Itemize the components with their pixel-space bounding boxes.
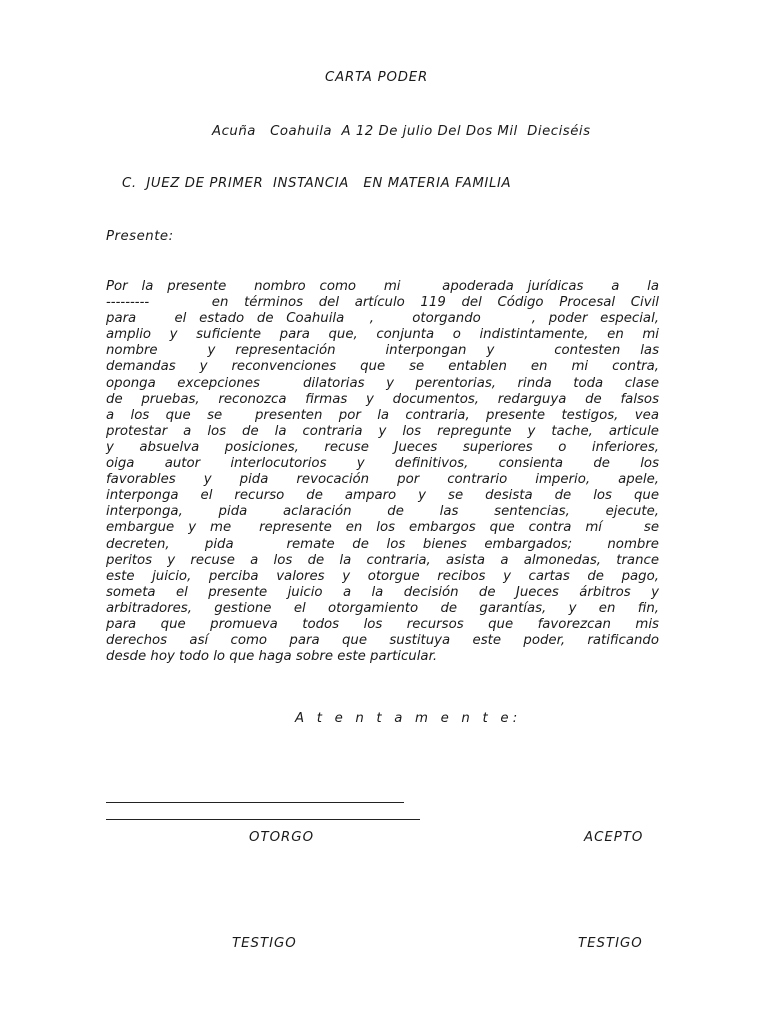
body-line: de pruebas, reconozca firmas y documentos, redarguya de falsos: [106, 391, 659, 407]
closing: A t e n t a m e n t e:: [295, 711, 522, 726]
body-line: oponga excepciones dilatorias y perentorias, rinda toda clase: [106, 375, 659, 391]
label-testigo: TESTIGO: [232, 936, 297, 951]
body-line: oiga autor interlocutorios y definitivos, consienta de los: [106, 456, 659, 472]
body-line: demandas y reconvenciones que se entablen en mi contra,: [106, 359, 659, 375]
document-title: CARTA PODER: [325, 70, 429, 85]
greeting: Presente:: [106, 229, 174, 244]
body-line: nombre y representación interpongan y contesten las: [106, 343, 659, 359]
signature-line: [106, 802, 404, 803]
body-line: interponga, pida aclaración de las sentencias, ejecute,: [106, 504, 659, 520]
place-and-date: Acuña Coahuila A 12 De julio Del Dos Mil Dieciséis: [212, 124, 591, 139]
body-paragraph: [106, 279, 659, 665]
signature-line: [106, 819, 420, 820]
body-line: peritos y recuse a los de la contraria, asista a almonedas, trance: [106, 552, 659, 568]
body-line: este juicio, perciba valores y otorgue recibos y cartas de pago,: [106, 568, 659, 584]
label-testigo: TESTIGO: [578, 936, 643, 951]
label-otorgo: OTORGO: [249, 830, 315, 845]
body-line: desde hoy todo lo que haga sobre este particular.: [106, 649, 438, 665]
body-line: someta el presente juicio a la decisión de Jueces árbitros y: [106, 584, 659, 600]
body-line: decreten, pida remate de los bienes embargados; nombre: [106, 536, 659, 552]
body-line: favorables y pida revocación por contrario imperio, apele,: [106, 472, 659, 488]
addressee: C. JUEZ DE PRIMER INSTANCIA EN MATERIA FAMILIA: [122, 176, 512, 191]
body-line: para que promueva todos los recursos que favorezcan mis: [106, 616, 659, 632]
body-line: Por la presente nombro como mi apoderada jurídicas a la: [106, 279, 659, 294]
body-line: --------- en términos del artículo 119 del Código Procesal Civil: [106, 295, 659, 311]
body-line: a los que se presenten por la contraria, presente testigos, vea: [106, 407, 659, 423]
body-line: embargue y me represente en los embargos que contra mí se: [106, 520, 659, 536]
body-line: protestar a los de la contraria y los repregunte y tache, articule: [106, 423, 659, 439]
body-line: derechos así como para que sustituya este poder, ratificando: [106, 633, 659, 649]
body-line: y absuelva posiciones, recuse Jueces superiores o inferiores,: [106, 439, 659, 455]
body-line: interponga el recurso de amparo y se desista de los que: [106, 488, 659, 504]
body-line: para el estado de Coahuila , otorgando , poder especial,: [106, 311, 659, 327]
body-line: amplio y suficiente para que, conjunta o indistintamente, en mi: [106, 327, 659, 343]
body-line: arbitradores, gestione el otorgamiento de garantías, y en fin,: [106, 600, 659, 616]
label-acepto: ACEPTO: [584, 830, 644, 845]
